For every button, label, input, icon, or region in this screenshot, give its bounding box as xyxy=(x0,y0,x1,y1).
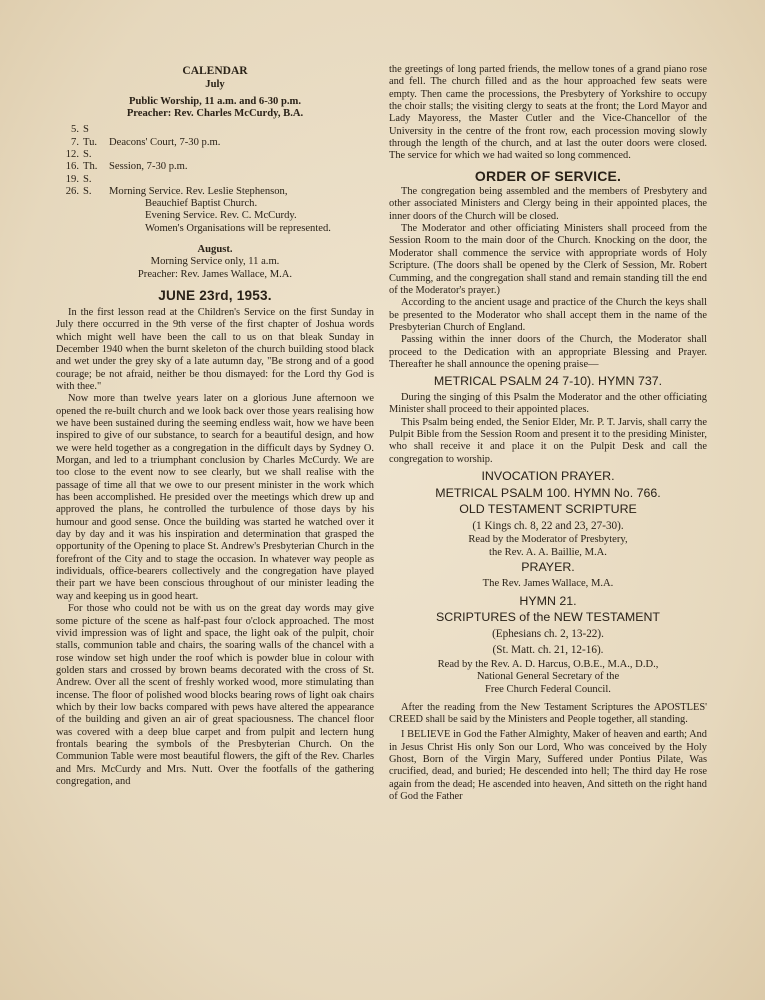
ot-reader: the Rev. A. A. Baillie, M.A. xyxy=(489,546,607,558)
calendar-worship: Public Worship, 11 a.m. and 6-30 p.m. xyxy=(129,95,301,107)
order-paragraph: After the reading from the New Testament Scriptures the APOSTLES' CREED shall be said by the Ministers and People together, all standing. xyxy=(389,701,707,725)
article-paragraph-continued: the greetings of long parted friends, the mellow tones of a grand piano rose and fell. The church filled and as the hour approached few seats were empty. Then came the processions, the Presbytery of Yorkshire to occupy the choir stalls; the visiting clergy to seats at the front; the Lord Mayor and Lady Mayoress, the Master Cutler and the Vice-Chancellor of the University in the centre of the front row, each procession moving slowly through the length of the church, and at last the outer doors were closed. The service for which we had waited so long commenced. xyxy=(389,64,707,162)
calendar-row xyxy=(56,137,374,149)
article-paragraph: Now more than twelve years later on a glorious June afternoon we opened the re-built church and we look back over those years realising how we have been sustained during the seeming endless wait, how we have been inspired to give of our substance, to search for a beautiful design, and how we were held together as a congregation in the difficult days by Sydney O. Morgan, and led to a triumphant conclusion by Charles McCurdy. We are too close to the event now to see clearly, but we shall realise with the passage of time all that we owe to our present minister in the work which has been accomplished. He presided over the meetings which drew up and approved the plans, he controlled the turbulence of those days by his humour and good sense. Once the building was started he watched over it day by day and it was his inspiration and determination that grasped the opportunity of the Opening to place St. Andrew's Presbyterian Church in the forefront of the City and to stage the occasion. In whatever way people as individuals, office-bearers collectively and the congregation have played their part we have been conscious throughout of our minister leading the way and keeping us in good heart. xyxy=(56,393,374,602)
calendar-day: 26. xyxy=(65,185,79,197)
calendar-weekday: Tu. xyxy=(83,136,98,148)
order-heading: ORDER OF SERVICE. xyxy=(474,167,622,184)
calendar-day: 5. xyxy=(71,124,79,136)
calendar-event xyxy=(109,174,374,186)
order-paragraph: During the singing of this Psalm the Moderator and the other officiating Minister shall proceed to their appointed places. xyxy=(389,391,707,416)
nt-reader: National General Secretary of the xyxy=(476,671,620,683)
calendar-event: Morning Service. Rev. Leslie Stephenson, xyxy=(109,185,288,197)
invocation-heading: INVOCATION PRAYER. xyxy=(481,468,615,483)
psalm-100-heading: METRICAL PSALM 100. HYMN No. 766. xyxy=(435,485,661,500)
august-title: August. xyxy=(197,244,233,256)
calendar-row xyxy=(56,149,374,161)
calendar-weekday: S. xyxy=(83,148,92,160)
order-paragraph: The Moderator and other officiating Ministers shall proceed from the Session Room to the main door of the Church. Knocking on the door, the Moderator shall commence the service with appropriate words of Holy Scripture. (The doors shall be opened by the Clerk of Session, Mr. Robert Cumming, and the congregation shall stand and remain standing till the end of the Moderator's prayer.) xyxy=(389,223,707,296)
nt-reader: Free Church Federal Council. xyxy=(485,683,611,695)
calendar-row xyxy=(56,186,374,198)
nt-reference: (Ephesians ch. 2, 13-22). xyxy=(492,627,604,640)
order-paragraph: Passing within the inner doors of the Church, the Moderator shall proceed to the Dedication with an appropriate Blessing and Prayer. Thereafter he shall announce the opening praise— xyxy=(389,334,707,370)
calendar-weekday: S. xyxy=(83,173,92,185)
article-paragraph: For those who could not be with us on the great day words may give some picture of the scene as half-past four o'clock approached. The most vivid impression was of light and space, the light oak of the pulpit, choir stalls, communion table and chairs, the soaring walls of the chancel with a rose window set high under the roof which is powder blue in colour with golden stars and crossed by brown beams decorated with the cross of St. Andrew. Over all the scent of freshly worked wood, more stimulating than incense. The floor of polished wood blocks bearing rows of light oak chairs which by their low backs compared with pews have altered the appearance of the building and given an air of great spaciousness. The chancel floor was covered with a deep blue carpet and from pulpit and lectern hung frontals bearing the symbols of the Presbyterian Church. On the Communion Table were most beautiful flowers, the gift of the Rev. Charles and Mrs. McCurdy and Mrs. Nutt. Over the footfalls of the gathering congregation, and xyxy=(56,603,374,787)
article-heading: JUNE 23rd, 1953. xyxy=(158,287,272,303)
right-column xyxy=(389,64,707,803)
calendar-event-continuation: Evening Service. Rev. C. McCurdy. xyxy=(145,210,297,222)
article-paragraph: In the first lesson read at the Children's Service on the first Sunday in July there occurred in the 9th verse of the first chapter of Joshua words which might well have been the call to us on that bleak Sunday in December 1940 when the burnt skeleton of the church building stood black and wet under the grey sky of a late autumn day, "Be strong and of a good courage; be not afraid, neither be thou dismayed: for the Lord thy God is with thee." xyxy=(56,306,374,392)
calendar-month: July xyxy=(205,79,225,91)
calendar-preacher: Preacher: Rev. Charles McCurdy, B.A. xyxy=(126,108,304,120)
calendar-event xyxy=(109,149,374,161)
calendar-day: 12. xyxy=(65,148,79,160)
calendar-day: 16. xyxy=(65,161,79,173)
calendar-event: Session, 7-30 p.m. xyxy=(109,161,188,173)
order-paragraph: The congregation being assembled and the members of Presbytery and other associated Ministers and Clergy being in their appointed places, the inner doors of the Church will be closed. xyxy=(389,186,707,222)
prayer-heading: PRAYER. xyxy=(521,560,575,575)
apostles-creed: I BELIEVE in God the Father Almighty, Maker of heaven and earth; And in Jesus Christ His only Son our Lord, Who was conceived by the Holy Ghost, Born of the Virgin Mary, Suffered under Pontius Pilate, Was crucified, dead, and buried; He descended into hell; The third day He rose again from the dead; He ascended into heaven, And sitteth on the right hand of God the Father xyxy=(389,729,707,802)
prayer-by: The Rev. James Wallace, M.A. xyxy=(482,577,614,589)
hymn-21-heading: HYMN 21. xyxy=(519,593,577,608)
calendar-day: 19. xyxy=(65,173,79,185)
calendar-row xyxy=(56,124,374,136)
calendar-weekday: S xyxy=(83,124,89,136)
nt-reader: Read by the Rev. A. D. Harcus, O.B.E., M.A., D.D., xyxy=(437,658,659,670)
calendar-day: 7. xyxy=(71,136,79,148)
calendar-event-continuation: Beauchief Baptist Church. xyxy=(145,198,258,210)
calendar-row xyxy=(56,161,374,173)
august-service: Morning Service only, 11 a.m. xyxy=(150,256,280,268)
calendar-weekday: Th. xyxy=(83,161,98,173)
order-paragraph: This Psalm being ended, the Senior Elder, Mr. P. T. Jarvis, shall carry the Pulpit Bible from the Session Room and present it to the presiding Minister, who shall receive it and place it on the Pulpit Desk and call the congregation to worship. xyxy=(389,416,707,465)
calendar-event: Deacons' Court, 7-30 p.m. xyxy=(109,136,221,148)
nt-heading: SCRIPTURES of the NEW TESTAMENT xyxy=(436,610,660,625)
calendar-row xyxy=(56,174,374,186)
calendar-title: CALENDAR xyxy=(182,65,248,77)
calendar-event xyxy=(109,124,374,136)
ot-heading: OLD TESTAMENT SCRIPTURE xyxy=(459,502,637,517)
order-paragraph: According to the ancient usage and practice of the Church the keys shall be presented to the Moderator who shall accept them in the name of the Presbyterian Church of England. xyxy=(389,297,707,333)
psalm-24-heading: METRICAL PSALM 24 7-10). HYMN 737. xyxy=(433,374,663,389)
nt-reference: (St. Matt. ch. 21, 12-16). xyxy=(492,644,604,657)
calendar-weekday: S. xyxy=(83,185,92,197)
left-column xyxy=(56,62,374,788)
ot-reference: (1 Kings ch. 8, 22 and 23, 27-30). xyxy=(472,519,624,532)
ot-reader: Read by the Moderator of Presbytery, xyxy=(468,534,628,546)
august-preacher: Preacher: Rev. James Wallace, M.A. xyxy=(137,268,293,280)
calendar-event-continuation: Women's Organisations will be represented. xyxy=(145,222,331,234)
